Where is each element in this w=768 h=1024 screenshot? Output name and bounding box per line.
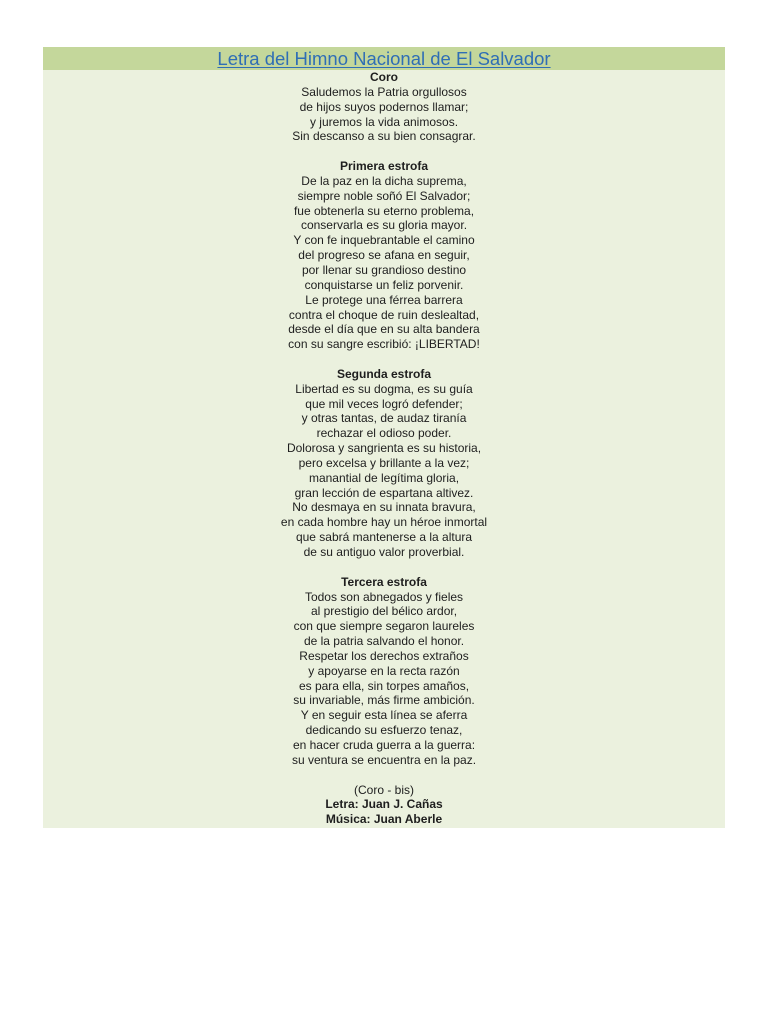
lyric-line: su ventura se encuentra en la paz. <box>291 752 477 767</box>
lyric-line: Libertad es su dogma, es su guía <box>295 381 473 396</box>
lyric-line: su invariable, más firme ambición. <box>293 693 475 708</box>
lyric-line: pero excelsa y brillante a la vez; <box>298 455 470 470</box>
lyric-line: con su sangre escribió: ¡LIBERTAD! <box>288 337 480 352</box>
lyric-line: Dolorosa y sangrienta es su historia, <box>286 441 482 456</box>
lyric-line: desde el día que en su alta bandera <box>288 322 480 337</box>
lyric-line: contra el choque de ruin deslealtad, <box>288 307 480 322</box>
lyric-line: con que siempre segaron laureles <box>293 619 475 634</box>
lyric-line: que sabrá mantenerse a la altura <box>295 530 473 545</box>
lyric-line: por llenar su grandioso destino <box>301 262 467 277</box>
lyric-line: Le protege una férrea barrera <box>305 292 463 307</box>
section-heading-primera-estrofa: Primera estrofa <box>339 159 429 174</box>
section-spacer <box>43 560 725 575</box>
lyric-line: No desmaya en su innata bravura, <box>292 500 476 515</box>
lyric-line: del progreso se afana en seguir, <box>298 248 470 263</box>
lyric-line: Todos son abnegados y fieles <box>304 589 464 604</box>
section-heading-segunda-estrofa: Segunda estrofa <box>336 366 432 381</box>
lyric-line: en hacer cruda guerra a la guerra: <box>292 737 476 752</box>
lyric-line: de su antiguo valor proverbial. <box>303 545 465 559</box>
section-heading-coro: Coro <box>370 70 398 84</box>
lyrics-body <box>43 70 725 828</box>
section-spacer <box>43 768 725 783</box>
lyric-line: Y en seguir esta línea se aferra <box>300 708 468 723</box>
chorus-repeat-note: (Coro - bis) <box>353 782 414 797</box>
lyric-line: en cada hombre hay un héroe inmortal <box>280 515 488 530</box>
lyric-line: De la paz en la dicha suprema, <box>301 173 467 188</box>
lyric-line: es para ella, sin torpes amaños, <box>298 678 470 693</box>
lyric-line: y otras tantas, de audaz tiranía <box>301 411 467 426</box>
lyric-line: rechazar el odioso poder. <box>316 426 452 441</box>
section-spacer <box>43 144 725 159</box>
music-credit: Música: Juan Aberle <box>325 812 443 827</box>
section-heading-tercera-estrofa: Tercera estrofa <box>341 574 427 589</box>
lyric-line: que mil veces logró defender; <box>305 396 463 411</box>
lyric-line: dedicando su esfuerzo tenaz, <box>305 723 463 738</box>
lyric-line: y apoyarse en la recta razón <box>308 663 460 678</box>
lyric-line: de hijos suyos podernos llamar; <box>299 99 469 114</box>
lyrics-credit: Letra: Juan J. Cañas <box>325 797 443 812</box>
lyric-line: gran lección de espartana altivez. <box>294 485 474 500</box>
lyric-line: Respetar los derechos extraños <box>299 648 469 663</box>
document-title[interactable]: Letra del Himno Nacional de El Salvador <box>43 47 725 70</box>
lyric-line: Sin descanso a su bien consagrar. <box>292 129 476 144</box>
anthem-sheet <box>43 47 725 828</box>
lyric-line: siempre noble soñó El Salvador; <box>297 188 471 203</box>
lyric-line: manantial de legítima gloria, <box>308 470 460 485</box>
lyric-line: Y con fe inquebrantable el camino <box>293 233 475 248</box>
lyric-line: conservarla es su gloria mayor. <box>300 218 468 233</box>
lyric-line: fue obtenerla su eterno problema, <box>293 203 475 218</box>
lyric-line: conquistarse un feliz porvenir. <box>304 277 464 292</box>
lyric-line: de la patria salvando el honor. <box>303 634 465 649</box>
section-spacer <box>43 352 725 367</box>
lyric-line: Saludemos la Patria orgullosos <box>301 84 467 99</box>
lyric-line: y juremos la vida animosos. <box>309 114 459 129</box>
lyric-line: al prestigio del bélico ardor, <box>310 604 458 619</box>
